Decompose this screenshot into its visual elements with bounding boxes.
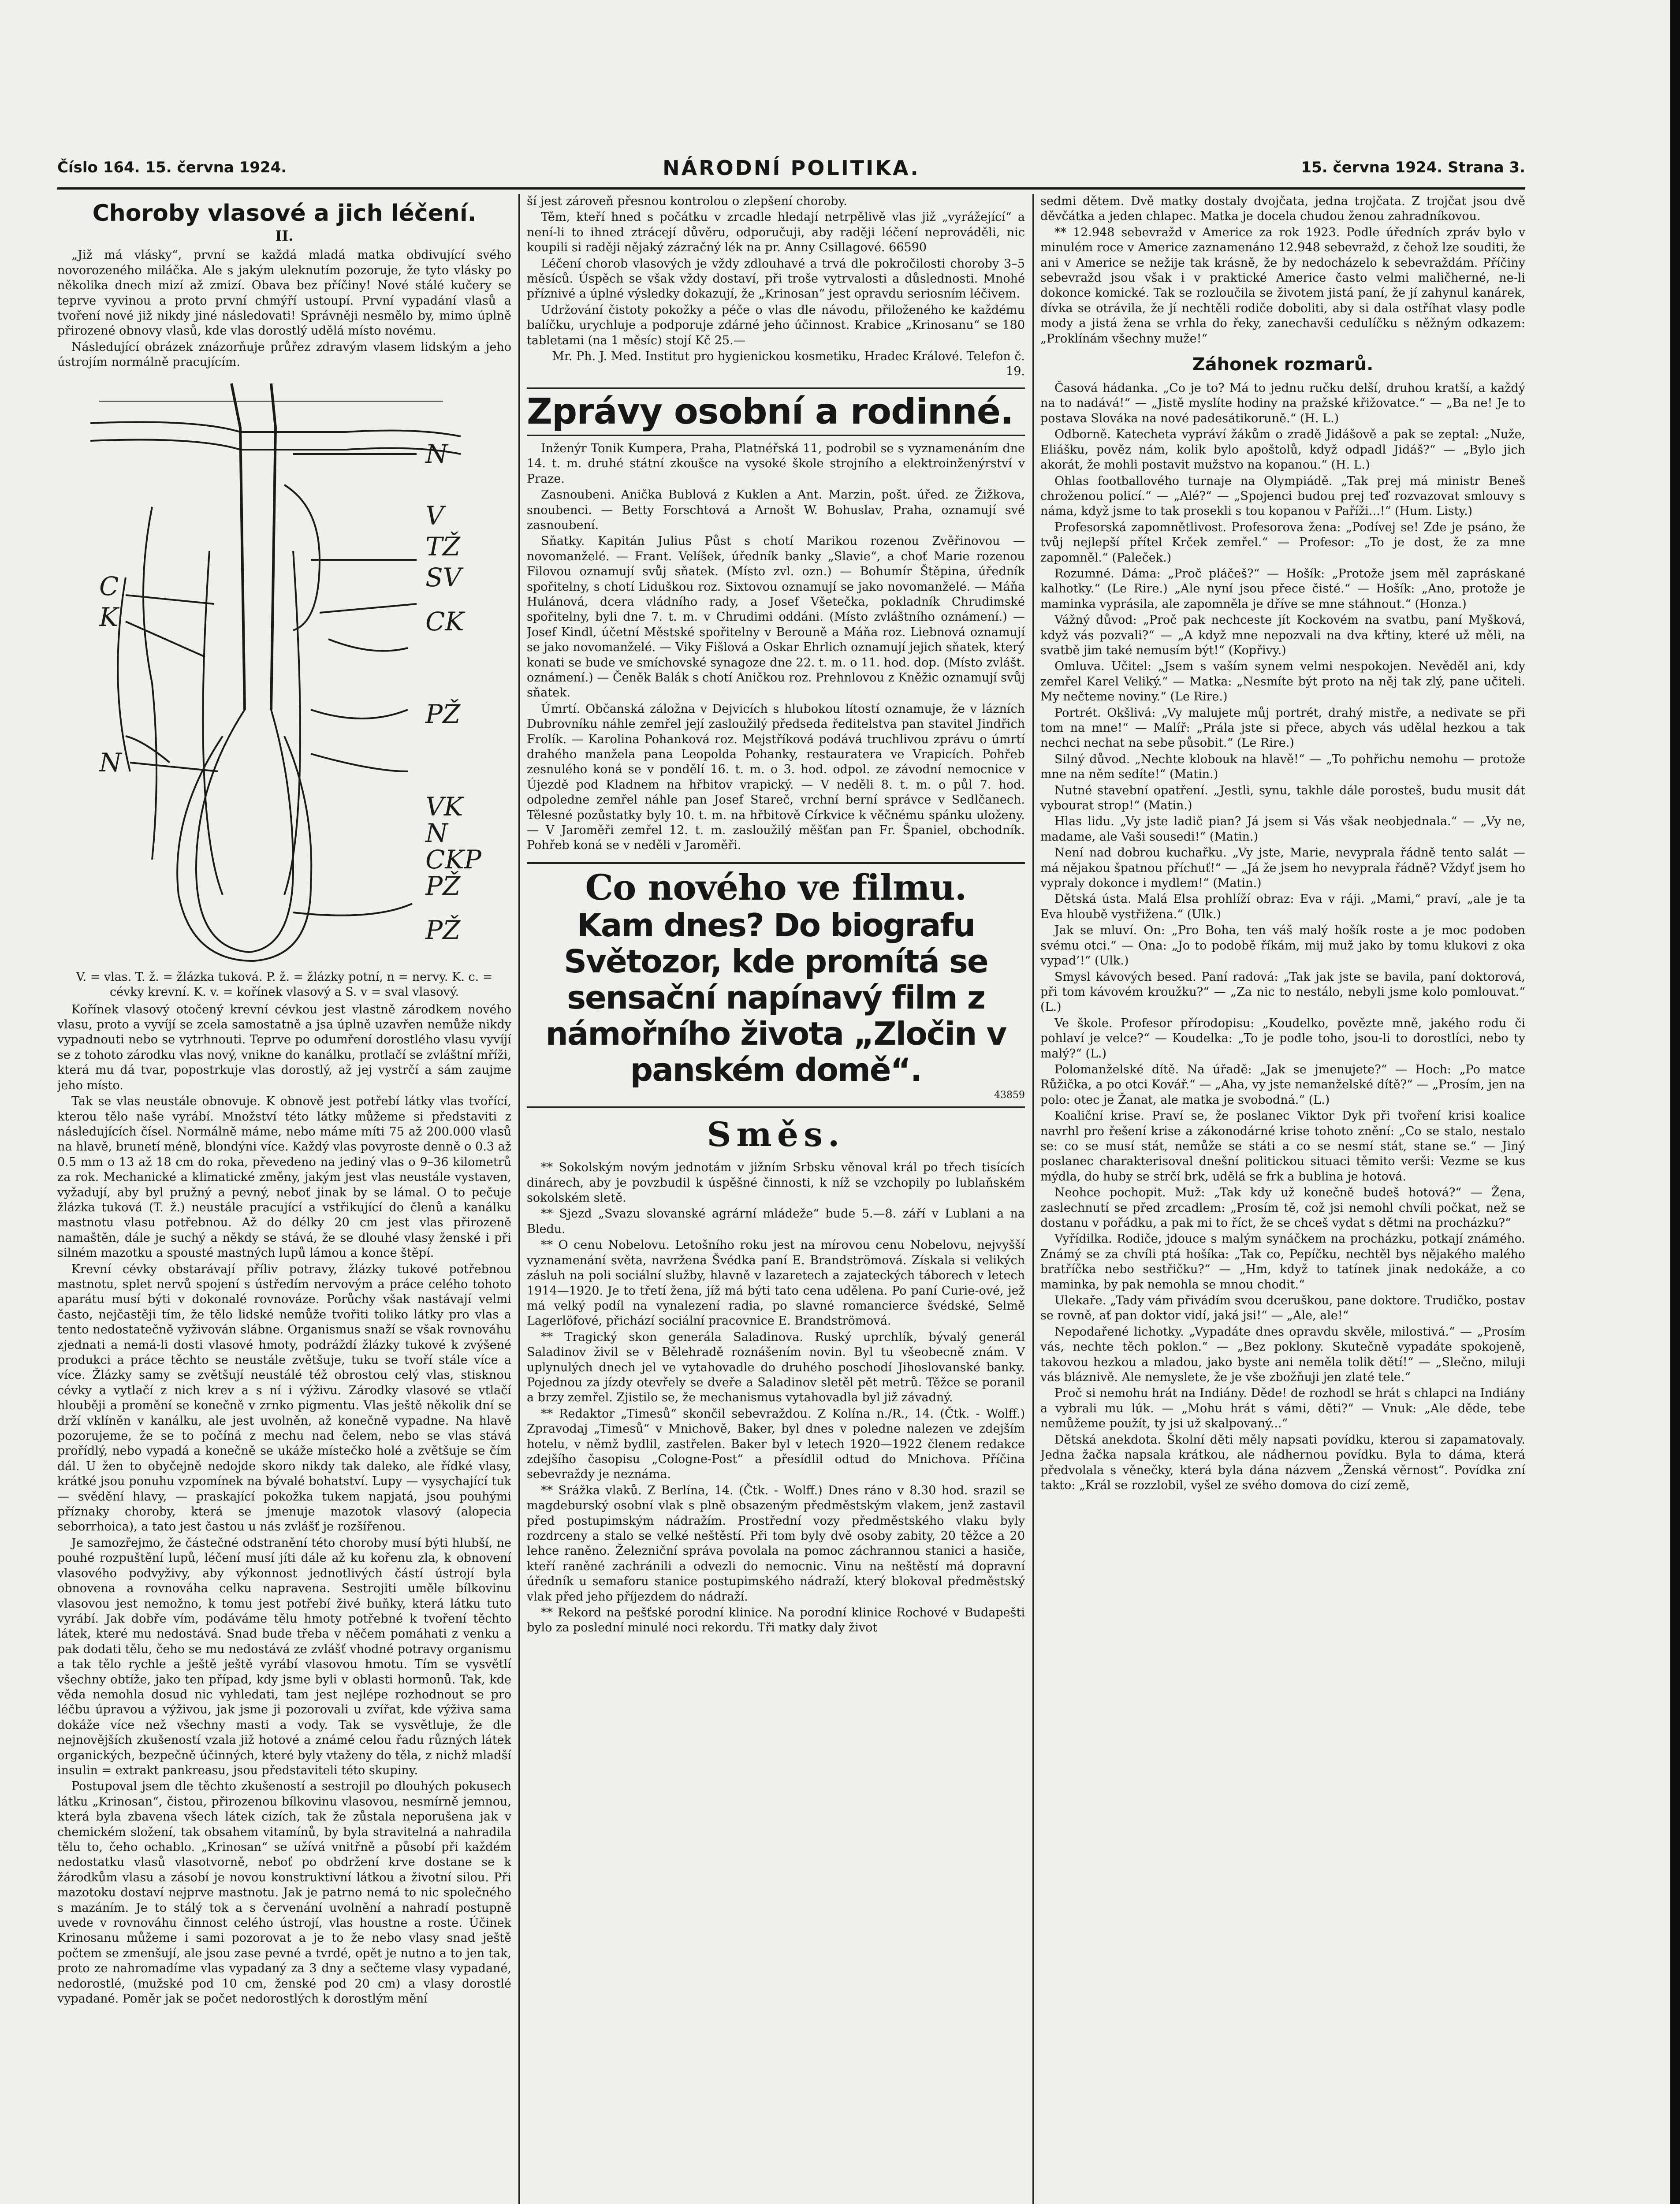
advert-body: Kam dnes? Do biografu Světozor, kde promítá se sensační napínavý film z námořního života „Zločin v panském domě“.: [545, 906, 1006, 1088]
joke-item: Dětská anekdota. Školní děti měly napsati povídku, kterou si zapamatovaly. Jedna žačka napsala krátkou, ale nádhernou povídku. Byla to dáma, která předvolala s věnečky, která byla dána názvem „Ženská věrnost“. Povídka zní takto: „Král se rozzlobil, vyšel ze svého domova do cizí země,: [1040, 1433, 1525, 1492]
joke-item: Smysl kávových besed. Paní radová: „Tak jak jste se bavila, paní doktorová, při tom kávovém kroužku?“ — „Za nic to nestálo, nebyli jsme kolo pomlouvat.“ (L.): [1040, 970, 1525, 1014]
figure-label: PŽ: [425, 915, 461, 945]
news-item: ** Redaktor „Timesů“ skončil sebevraždou. Z Kolína n./R., 14. (Čtk. - Wolff.) Zpravodaj „Timesů“ v Mnichově, Baker, byl dnes v poledne nalezen ve zdejším hotelu, v němž bydlil, zastřelen. Baker byl v letech 1920—1922 členem redakce zdejšího časopisu „Cologne-Post“ a přesídlil odtud do Mnichova. Příčina sebevraždy je neznáma.: [527, 1407, 1025, 1482]
figure-label: V: [425, 500, 444, 531]
scan-edge: [1670, 0, 1680, 2204]
joke-item: Profesorská zapomnětlivost. Profesorova žena: „Podívej se! Zde je psáno, že tvůj nejlepší přítel Krček zemřel.“ — Profesor: „To je dost, že za mne zapomněl.“ (Paleček.): [1040, 520, 1525, 565]
paragraph: „Již má vlásky“, první se každá mladá matka obdivující svého novorozeného miláčka. Ale s jakým uleknutím pozoruje, že tyto vlásky po několika dnech mizí až zmizí. Obava bez příčiny! Nové stálé kučery se teprve vyvinou a proto první chmýří ustoupí. První vypadání vlasů a tvoření nové již nikdy jiné následovati! Správněji nesmělo by, mimo úplně přirozené obnovy vlasů, kde vlas dorostlý udělá místo novému.: [57, 248, 511, 338]
film-advertisement: [527, 862, 1025, 1108]
news-item: Inženýr Tonik Kumpera, Praha, Platnéřská 11, podrobil se s vyznamenáním dne 14. t. m. druhé státní zkoušce na vysoké škole strojního a elektroinženýrství v Praze.: [527, 441, 1025, 486]
page-header: [57, 156, 1525, 185]
news-item: ** Tragický skon generála Saladinova. Ruský uprchlík, bývalý generál Saladinov živil se v Bělehradě roznášením novin. Byl tu všeobecně znám. V uplynulých dnech jel ve vytahovadle do druhého poschodí Jihoslovanské banky. Pojednou za jízdy otevřely se dveře a Saladinov sletěl pět metrů. Těžce se poranil a brzy zemřel. Zjistilo se, že mechanismus vytahovadla byl již závadný.: [527, 1330, 1025, 1405]
joke-item: Ulekaře. „Tady vám přivádím svou dceruškou, pane doktore. Trudičko, postav se rovně, ať pan doktor vidí, jaká jsi!“ — „Ale, ale!“: [1040, 1294, 1525, 1323]
paragraph: Následující obrázek znázorňuje průřez zdravým vlasem lidským a jeho ústrojím normálně pracujícím.: [57, 340, 511, 369]
paragraph: Tak se vlas neustále obnovuje. K obnově jest potřebí látky vlas tvořící, kterou tělo naše vyrábí. Množství této látky můžeme si představiti z následujících čísel. Normálně máme, nebo máme míti 75 až 200.000 vlasů na hlavě, brunetí méně, blondýni více. Každý vlas povyroste denně o 0.3 až 0.5 mm o 13 až 18 cm do roka, převedeno na jediný vlas o 9–36 kilometrů za rok. Mechanické a klimatické změny, jakým jest vlas neustále vystaven, vyžadují, aby byl pružný a pevný, neboť jinak by se lámal. O to pečuje žlázka tuková (T. ž.) neustále pracující a vstřikující do členů a kanálku mastnotu vlasu potřebnou. Až do délky 20 cm jest vlas přirozeně namaštěn, dále je suchý a někdy se stává, že se dlouhé vlasy ženské i při silném mazotku a spousté mastných lupů lámou a konce štěpí.: [57, 1095, 511, 1260]
advert-signature: Mr. Ph. J. Med. Institut pro hygienickou kosmetiku, Hradec Králové. Telefon č. 19.: [552, 350, 1025, 379]
joke-item: Ve škole. Profesor přírodopisu: „Koudelko, povězte mně, jakého rodu či pohlaví je velce?“ — Koudelka: „To je podle toho, jsou-li to dorostlíci, nebo ty malý?“ (L.): [1040, 1016, 1525, 1061]
news-item: ** Srážka vlaků. Z Berlína, 14. (Čtk. - Wolff.) Dnes ráno v 8.30 hod. srazil se magdeburský osobní vlak s plně obsazeným předměstským vlakem, jenž zastavil před postupimským nádražím. Prostřední vozy předměstského vlaku byly rozdrceny a stalo se velké neštěstí. Při tom byly dvě osoby zabity, 20 těžce a 20 lehce raněno. Železniční správa povolala na pomoc záchrannou stanici a hasiče, kteří raněné zachránili a odvezli do nemocnic. Vinu na neštěstí má dopravní úředník u semaforu stanice postupimského nádraží, který blokoval předměstský vlak před jeho příjezdem do nádraží.: [527, 1483, 1025, 1604]
advert-title: Co nového ve filmu.: [585, 866, 967, 908]
news-item: Sňatky. Kapitán Julius Půst s chotí Marikou rozenou Zvěřinovou — novomanželé. — Frant. Velíšek, úředník banky „Slavie“, a choť Marie rozenou Filovou oznamují svůj sňatek. (Místo zvl. ozn.) — Bohumír Štěpina, úředník spořitelny, s chotí Liduškou roz. Sixtovou oznamují se jako novomanželé. — Máňa Hulánová, dcera vládního rady, a Josef Všetečka, pokladník Chrudimské spořitelny, byli dne 7. t. m. v Chrudimi oddáni. (Místo zvláštního oznámení.) — Josef Kindl, účetní Městské spořitelny v Berouně a Máňa roz. Liebnová oznamují se jako novomanželé. — Viky Fišlová a Oskar Ehrlich oznamují jejich sňatek, který konati se bude ve smíchovské synagoze dne 22. t. m. o 11. hod. dop. (Místo zvlášt. oznámení.) — Čeněk Balák s chotí Aničkou roz. Prehnlovou z Kněžic oznamují svůj sňatek.: [527, 534, 1025, 700]
figure-label: C: [99, 571, 119, 601]
paragraph: Kořínek vlasový otočený krevní cévkou jest vlastně zárodkem nového vlasu, proto a vyvíjí se zcela samostatně a jsa úplně uzavřen nemůže nikdy vypadnouti nebo se vytrhnouti. Teprve po odumření dorostlého vlasu vyvíjí se z tohoto zárodku vlas nový, vnikne do kanálku, protlačí se zvláštní mříži, která mu dá tvar, popostrkuje vlas dorostlý, až jej vystrčí a sám zaujme jeho místo.: [57, 1002, 511, 1092]
section-title-humor: Záhonek rozmarů.: [1192, 354, 1374, 375]
figure-label: CK: [425, 606, 464, 637]
figure-label: N: [425, 439, 448, 469]
joke-item: Nepodařené lichotky. „Vypadáte dnes opravdu skvěle, milostivá.“ — „Prosím vás, nechte těch poklon.“ — „Bez poklony. Skutečně vypadáte spokojeně, takovou hezkou a mladou, jako byste ani neměla tolik dětí!“ — „Slečno, miluji vás bláznivě. Ale nemyslete, že je vše zbožňuji jen zlaté tele.“: [1040, 1325, 1525, 1385]
figure-label: N: [99, 747, 122, 778]
news-item: Zasnoubeni. Anička Bublová z Kuklen a Ant. Marzin, pošt. úřed. ze Žižkova, snoubenci. — Betty Forschtová a Arnošt W. Bohuslav, Praha, oznamují své zasnoubení.: [527, 488, 1025, 532]
joke-item: Hlas lidu. „Vy jste ladič pian? Já jsem si Vás však neobjednala.“ — „Vy ne, madame, ale Vaši sousedi!“ (Matin.): [1040, 815, 1525, 844]
column-3: [1040, 194, 1525, 2204]
paragraph: Postupoval jsem dle těchto zkušeností a sestrojil po dlouhých pokusech látku „Krinosan“, čistou, přirozenou bílkovinu vlasovou, nesmírně jemnou, která byla zbavena všech látek cizích, tak že zůstala neporušena jak v chemickém složení, tak obsahem vitamínů, by byla stravitelná a nahradila tělu to, čeho ochablo. „Krinosan“ se užívá vnitřně a působí při každém nedostatku vlasů vlasotvorně, neboť po obdržení krve dostane se k žárodkům vlasu a zásobí je novou konstruktivní látkou a životní silou. Při mazotoku dostaví nejprve mastnotu. Jak je patrno nemá to nic společného s mazáním. Je to stálý tok a s červenání uvolnění a nahradí postupně uvede v rovnováhu činnost celého ústrojí, vlas houstne a roste. Účinek Krinosanu můžeme i sami pozorovat a je to že nebo vlasy snad ještě počtem se zmenšují, ale jsou zase pevné a tvrdé, opět je nutno a to jen tak, proto ze nahromadíme vlas vypadaný za 3 dny a sečteme vlasy vypadané, nedorostlé, (mužské pod 10 cm, ženské pod 20 cm) a vlasy dorostlé vypadané. Poměr jak se počet nedorostlých k dorostlým mění: [57, 1780, 511, 2006]
article-title: Choroby vlasové a jich léčení.: [92, 200, 477, 227]
figure-label: PŽ: [425, 871, 461, 901]
column-divider: [518, 194, 520, 2204]
joke-item: Portrét. Okšlivá: „Vy malujete můj portrét, drahý mistře, a nedivate se při tom na mne!“ — Malíř: „Prála jste si přece, abych vás udělal hezkou a tak nechci nechat na sebe působit.“ (Le Rire.): [1040, 706, 1525, 750]
paragraph: Krevní cévky obstarávají příliv potravy, žlázky tukové potřebnou mastnotu, splet nervů spojení s ústředím nervovým a práce celého tohoto aparátu musí býti v dokonalé rovnováze. Porůchy však nastávají velmi často, nejčastěji tím, že tělo lidské nemůže tvořiti toliko látky pro vlas a tento nedostatečně vyživován slábne. Organismus snaží se však rovnováhu zjednati a nemá-li dosti vlasové hmoty, podráždí žlázky tukové k zvýšené produkci a práce těchto se neustále zvětšuje, tuku se tvoří stále více a více. Žlázky samy se zvětšují neustálé též obrostou celý vlas, stisknou cévky a vytlačí z nich krev a s ní i výživu. Zárodky vlasové se vtlačí hlouběji a promění se konečně v zrnko pigmentu. Vlas ještě několik dní se drží vklíněn v kanálku, ale jest uvolněn, až konečně vypadne. Na hlavě pozorujeme, že se to počíná z mechu nad čelem, nebo se vlas stává prořídlý, nebo vypadá a konečně se ukáže místečko holé a zvětšuje se čím dál. U žen to obyčejně nedojde skoro nikdy tak daleko, ale řídké vlasy, krátké jsou ponuhu vzpomínek na bývalé bohatství. Lupy — vysychající tuk — svědění hlavy, — praskající pokožka tukem napjatá, jsou pouhými příznaky choroby, která se jmenuje mazotok vlasový (alopecia seborrhoica), a tato jest častou u nás zvlášť je rozšířenou.: [57, 1262, 511, 1534]
paragraph: Je samozřejmo, že částečné odstranění této choroby musí býti hlubší, ne pouhé rozpuštění lupů, léčení musí jíti dále až ku kořenu zla, k obnovení vlasového podvyživy, aby výkonnost jednotlivých částí ústrojí byla obnovena a rovnováha celku napravena. Sestrojiti uměle bílkovinu vlasovou jest nemožno, k tomu jest potřebí živé buňky, která látku tuto vyrábí. Jak dobře vím, podáváme tělu hmoty potřebné k tvoření těchto látek, které mu nedostává. Snad bude třeba v něčem pomáhati z venku a pak dodati tělu, čeho se mu nedostává ze zvlášť vhodné potravy organismu a tak tělo rychle a ještě ještě vyrábí vlasovou hmotu. Tím se vysvětlí všechny obtíže, jako ten případ, kdy jsme byli v oblasti hormonů. Tak, kde věda nemohla dosud nic vyhledati, tam jest nejlépe rozhodnout se pro léčbu úpravou a výživou, jak jsme ji pozorovali u zvířat, kde výživa sama dokáže více než všechny masti a vody. Tak se vysvětluje, že dle nejnovějších zkušeností vzala již hotové a známé celou řadu různých látek organických, bezpečně účinných, které byly vtaženy do těla, z nichž mladší insulin = extrakt pankreasu, jsou představiteli této skupiny.: [57, 1536, 511, 1777]
figure-label: PŽ: [425, 699, 461, 729]
joke-item: Vyřídilka. Rodiče, jdouce s malým synáčkem na procházku, potkají známého. Známý se za chvíli ptá hošíka: „Tak co, Pepíčku, nechtěl bys nějakého malého bratříčka nebo sestřičku?“ — „Hm, když to tatínek jinak nedokáže, a co maminka, by pak nemohla se mnou chodit.“: [1040, 1232, 1525, 1292]
figure-label: TŽ: [425, 531, 460, 562]
figure-label: CKP: [425, 844, 481, 875]
figure-label: VK: [425, 791, 463, 822]
header-rule: [57, 187, 1525, 190]
joke-item: Neohce pochopit. Muž: „Tak kdy už konečně budeš hotová?“ — Žena, zaslechnutí se před zrcadlem: „Prosím tě, což jsi nemohl chvíli počkat, než se dostanu v pořádku, a pak mi to říct, že se chceš vydat s dětmi na procházku?“: [1040, 1186, 1525, 1230]
joke-item: Koaliční krise. Praví se, že poslanec Viktor Dyk při tvoření krisi koalice navrhl pro řešení krise a zákonodárné krise tohoto znění: „Co se stalo, nestalo se: co se musí stát, nemůže se státi a co se nesmí stát, stane se.“ — Jiný poslanec charakterisoval dnešní politickou situaci těmito verši: Vezme se kus mýdla, do huby se strčí brk, udělá se frk a bublina je hotová.: [1040, 1109, 1525, 1184]
joke-item: Není nad dobrou kuchařku. „Vy jste, Marie, nevyprala řádně tento salát — má nějakou špatnou příchuť!“ — „Já že jsem ho nevyprala řádně? Vždyť jsem ho vypraly dokonce i mydlem!“ (Matin.): [1040, 846, 1525, 890]
news-item: Úmrtí. Občanská záložna v Dejvicích s hlubokou lítostí oznamuje, že v lázních Dubrovníku náhle zemřel její zasloužilý předseda ředitelstva pan stavitel Jindřich Frolík. — Karolina Pohanková roz. Mejstříková podává truchlivou zprávu o úmrtí drahého manžela pana Leopolda Pohanky, restauratera ve Vrapicích. Pohřeb zesnulého koná se v pondělí 16. t. m. o 3. hod. odpol. ze závodní nemocnice v Újezdě pod Kladnem na hřbitov vrapický. — V neděli 8. t. m. o půl 7. hod. odpoledne zemřel náhle pan Josef Stareč, vrchní berní správce v Sedlčanech. Tělesné pozůstatky byly 10. t. m. na hřbitově Církvice k věčnému spánku uloženy. — V Jaroměři zemřel 12. t. m. zasloužilý měšťan pan Fr. Španiel, obchodník. Pohřeb koná se v neděli v Jaroměři.: [527, 702, 1025, 853]
column-2: [527, 194, 1025, 2204]
paragraph: Udržování čistoty pokožky a péče o vlas dle návodu, přiloženého ke každému balíčku, urychluje a podporuje zdárné jeho účinnost. Krabice „Krinosanu“ se 180 tabletami (na 1 měsíc) stojí Kč 25.—: [527, 303, 1025, 347]
figure-label: N: [425, 818, 448, 848]
joke-item: Rozumné. Dáma: „Proč pláčeš?“ — Hošík: „Protože jsem měl zapráskané kalhotky.“ (Le Rire.) „Ale nyní jsou přece čisté.“ — Hošík: „Ano, protože je maminka vyprásila, ale zapomněla je dříve se mne stáhnout.“ (Honza.): [1040, 566, 1525, 611]
joke-item: Odborně. Katecheta vypráví žákům o zradě Jidášově a pak se zeptal: „Nuže, Eliášku, pověz nám, kolik bylo apoštolů, když odpadl Jidáš?“ — „Bylo jich akorát, že mohli postavit mužstvo na kopanou.“ (H. L.): [1040, 428, 1525, 472]
paragraph: ší jest zároveň přesnou kontrolou o zlepšení choroby.: [527, 194, 847, 208]
masthead: NÁRODNÍ POLITIKA.: [663, 156, 920, 180]
joke-item: Nutné stavební opatření. „Jestli, synu, takhle dále porosteš, budu musit dát vybourat strop!“ (Matin.): [1040, 783, 1525, 813]
joke-item: Ohlas footballového turnaje na Olympiádě. „Tak prej má ministr Beneš chroženou policí.“ — „Alé?“ — „Spojenci budou prej teď rozvazovat smlouvy s náma, když jsme to tak prosekli s tou kopanou v Paříži...!“ (Hum. Listy.): [1040, 474, 1525, 518]
article-part: II.: [275, 227, 294, 244]
column-1: [57, 194, 511, 2204]
section-title-miscellany: Směs.: [707, 1115, 845, 1154]
news-item: ** Sokolským novým jednotám v jižním Srbsku věnoval král po třech tisících dinárech, aby je povzbudil k úspěšné činnosti, k níž se vzchopily po lublaňském sokolském sletě.: [527, 1161, 1025, 1205]
date-page-number: 15. června 1924. Strana 3.: [1301, 159, 1525, 176]
joke-item: Polomanželské dítě. Na úřadě: „Jak se jmenujete?“ — Hoch: „Po matce Růžička, a po otci Kovář.“ — „Aha, vy jste nemanželské dítě?“ — „Prosím, jen na polo: otec je Žanat, ale matka je svobodná.“ (L.): [1040, 1062, 1525, 1107]
news-item: ** O cenu Nobelovu. Letošního roku jest na mírovou cenu Nobelovu, nejvyšší vyznamenání světa, navržena Švédka paní E. Brandströmová. Získala si velikých zásluh na poli sociální služby, hlavně v lazaretech a zajateckých táborech v letech 1914—1920. Je to třetí žena, jíž má býti tato cena udělena. Po paní Curie-ové, jež má velký podíl na vynalezení radia, po slavné romancierce švédské, Selmě Lagerlöfové, přichází sociální pracovnice E. Brandströmová.: [527, 1238, 1025, 1328]
advert-code: 43859: [994, 1089, 1025, 1101]
joke-item: Jak se mluví. On: „Pro Boha, ten váš malý hošík roste a je moc podoben svému otci.“ — Ona: „Jo to podobě říkám, mij muž jako by tomu klukovi z oka vypad’!“ (Ulk.): [1040, 923, 1525, 968]
paragraph: Těm, kteří hned s počátku v zrcadle hledají netrpělivě vlas již „vyrážející“ a není-li to ihned ztrácejí důvěru, odporučuji, aby raději léčení neprováděli, nic koupili si raději nějaký zázračný lék na pr. Anny Csillagové. 66590: [527, 210, 1025, 255]
figure-caption: V. = vlas. T. ž. = žlázka tuková. P. ž. = žlázky potní, n = nervy. K. c. = cévky krevní. K. v. = kořínek vlasový a S. v = sval vlasový.: [76, 970, 493, 999]
paragraph: sedmi dětem. Dvě matky dostaly dvojčata, jedna trojčata. Z trojčat jsou dvě děvčátka a jeden chlapec. Matka je docela chudou ženou zahradníkovou.: [1040, 194, 1525, 223]
joke-item: Časová hádanka. „Co je to? Má to jednu ručku delší, druhou kratší, a každý na to nadává!“ — „Jistě myslíte hodiny na pražské křižovatce.“ — „Ba ne! Je to postava Slováka na nové padesátikoruně.“ (H. L.): [1040, 381, 1525, 425]
joke-item: Vážný důvod: „Proč pak nechceste jít Kockovém na svatbu, paní Myšková, když vás pozvali?“ — „A když mne nepozvali na dva křtiny, které už měli, na svatbě jim také nemusím být!“ (Kopřivy.): [1040, 613, 1525, 657]
paragraph: Léčení chorob vlasových je vždy zdlouhavé a trvá dle pokročilosti choroby 3–5 měsíců. Úspěch se však vždy dostaví, při troše vytrvalosti a důslednosti. Mnohé příznivé a úplné výsledky dokazují, že „Krinosan“ jest opravdu seriosním léčivem.: [527, 257, 1025, 301]
news-item: ** Rekord na pešťské porodní klinice. Na porodní klinice Rochové v Budapešti bylo za poslední minulé noci rekordu. Tři matky daly život: [527, 1606, 1025, 1635]
hair-anatomy-figure: [64, 375, 505, 965]
joke-item: Omluva. Učitel: „Jsem s vaším synem velmi nespokojen. Nevěděl ani, kdy zemřel Karel Veliký.“ — Matka: „Nesmíte být proto na něj tak zlý, pane učiteli. My nečteme noviny.“ (Le Rire.): [1040, 659, 1525, 704]
column-divider: [1032, 194, 1034, 2204]
section-title-personal-news: Zprávy osobní a rodinné.: [527, 387, 1025, 436]
figure-label: SV: [425, 562, 462, 592]
news-item: ** 12.948 sebevražd v Americe za rok 1923. Podle úředních zpráv bylo v minulém roce v Americe zaznamenáno 12.948 sebevražd, z čehož lze souditi, že ani v Americe se nežije tak krásně, že by nedocházelo k sebevraždám. Příčiny sebevražd jsou však i v praktické Americe často velmi maličherné, ne-li dokonce komické. Tak se rozloučila se životem jistá paní, že jí zahynul kanárek, dívka se otrávila, že jí nechtěli rodiče doboliti, aby si dala ostříhat vlasy podle mody a jistá žena se vrhla do řeky, zanechavši cedulíčku s něžným odkazem: „Proklínám všechny muže!“: [1040, 225, 1525, 346]
news-item: ** Sjezd „Svazu slovanské agrární mládeže“ bude 5.—8. září v Lublani a na Bledu.: [527, 1207, 1025, 1236]
joke-item: Silný důvod. „Nechte klobouk na hlavě!“ — „To pohřichu nemohu — protože mne na něm sedíte!“ (Matin.): [1040, 752, 1525, 782]
joke-item: Dětská ústa. Malá Elsa prohlíží obraz: Eva v ráji. „Mami,“ praví, „ale je ta Eva hloubě vystřižena.“ (Ulk.): [1040, 892, 1525, 921]
figure-label: K: [99, 602, 119, 632]
joke-item: Proč si nemohu hrát na Indiány. Děde! de rozhodl se hrát s chlapci na Indiány a vybrali mu lúk. — „Mohu hrát s vámi, děti?“ — Vnuk: „Ale děde, tebe nemůžeme použít, ty jsi už skalpovaný...“: [1040, 1386, 1525, 1431]
issue-number-date: Číslo 164. 15. června 1924.: [57, 159, 287, 176]
